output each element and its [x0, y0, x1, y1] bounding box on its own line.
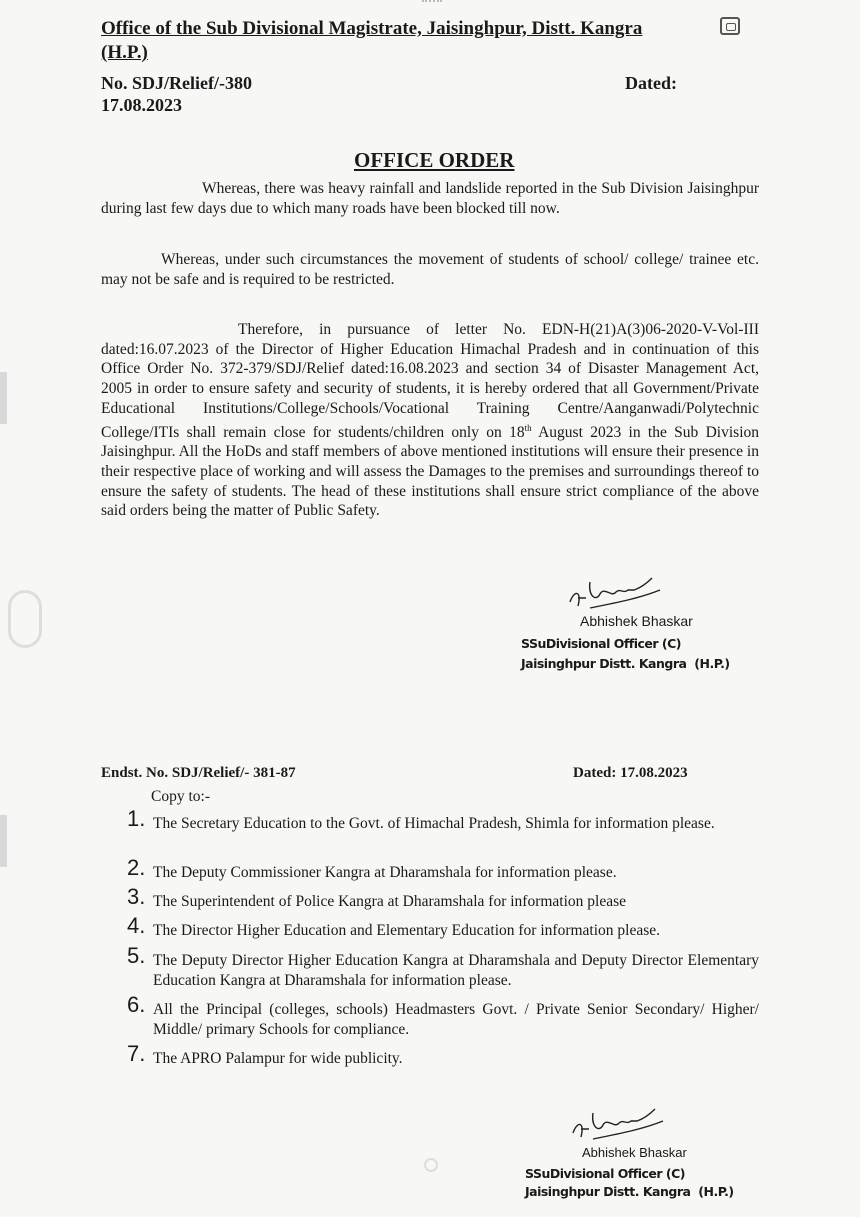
- signature-2-stamp-line1: SSuDivisional Officer (C): [525, 1166, 686, 1181]
- list-item-text: The Director Higher Education and Elementary Education for information please.: [153, 922, 661, 939]
- list-item-number: 7.: [127, 1041, 146, 1066]
- signature-1-stamp-place: Jaisinghpur Distt. Kangra: [521, 656, 687, 671]
- list-item-number: 1.: [127, 806, 146, 831]
- signature-1-stamp-line1: SSuDivisional Officer (C): [521, 636, 682, 651]
- list-item: [127, 884, 759, 912]
- dated-label: Dated:: [625, 73, 677, 93]
- list-item: [127, 992, 759, 1039]
- image-icon: [720, 17, 740, 35]
- list-item: [127, 913, 759, 941]
- list-item-text: The Deputy Commissioner Kangra at Dharamshala for information please.: [153, 864, 617, 881]
- list-item-text: The Secretary Education to the Govt. of Himachal Pradesh, Shimla for information please.: [153, 815, 715, 832]
- paragraph-3-superscript: th: [524, 422, 532, 433]
- paragraph-3: [101, 320, 759, 521]
- scan-ring-mark: [8, 590, 42, 648]
- paragraph-1-text: Whereas, there was heavy rainfall and landslide reported in the Sub Division Jaisinghpur during last few days due to which many roads have been blocked till now.: [101, 180, 759, 217]
- signature-1-stamp-suffix: (H.P.): [694, 656, 730, 671]
- endorsement-date: Dated: 17.08.2023: [573, 765, 688, 781]
- signature-2-name: Abhishek Bhaskar: [582, 1145, 687, 1160]
- office-title-line1: Office of the Sub Divisional Magistrate, Jaisinghpur, Distt. Kangra: [101, 18, 643, 39]
- list-item-number: 5.: [127, 943, 146, 968]
- list-item: [127, 806, 759, 834]
- list-item: [127, 943, 759, 990]
- top-dots: [422, 0, 442, 5]
- list-item-number: 2.: [127, 855, 146, 880]
- list-item-text: The Superintendent of Police Kangra at Dharamshala for information please: [153, 893, 627, 910]
- order-number: No. SDJ/Relief/-380: [101, 73, 252, 93]
- office-title: [101, 17, 721, 40]
- signature-1-stamp-line2: [521, 656, 730, 671]
- list-item: [127, 855, 759, 883]
- list-item: [127, 1041, 759, 1069]
- copy-to-label: Copy to:-: [151, 788, 210, 805]
- order-date: 17.08.2023: [101, 95, 182, 115]
- paragraph-2-text: Whereas, under such circumstances the movement of students of school/ college/ trainee etc. may not be safe and is required to be restricted.: [101, 251, 759, 288]
- scan-edge-mark-bottom: [0, 815, 7, 867]
- signature-2-stamp-line2: [525, 1184, 734, 1199]
- list-item-text: All the Principal (colleges, schools) Headmasters Govt. / Private Senior Secondary/ Higher/ Middle/ primary Schools for compliance.: [153, 1001, 759, 1038]
- list-item-number: 3.: [127, 884, 146, 909]
- scan-small-ring: [424, 1158, 438, 1172]
- paragraph-3-text-b: August 2023 in the Sub Division Jaisinghpur. All the HoDs and staff members of above mentioned institutions will ensure their presence in their respective place of working and will assess the Damages to the premises and surroundings thereof to ensure the safety of students. The head of these institutions shall ensure strict compliance of the above said orders being the matter of Public Safety.: [101, 423, 759, 520]
- scan-edge-mark-top: [0, 372, 7, 424]
- endorsement-number: Endst. No. SDJ/Relief/- 381-87: [101, 765, 296, 781]
- list-item-text: The APRO Palampur for wide publicity.: [153, 1050, 403, 1067]
- list-item-number: 4.: [127, 913, 146, 938]
- list-item-text: The Deputy Director Higher Education Kangra at Dharamshala and Deputy Director Elementary Education Kangra at Dharamshala for information please.: [153, 952, 759, 989]
- signature-2-stamp-suffix: (H.P.): [698, 1184, 734, 1199]
- office-order-title: OFFICE ORDER: [354, 148, 515, 172]
- office-title-line2: (H.P.): [101, 42, 148, 63]
- signature-2-stamp-place: Jaisinghpur Distt. Kangra: [525, 1184, 691, 1199]
- paragraph-1: [101, 179, 759, 218]
- signature-1-name: Abhishek Bhaskar: [580, 613, 693, 629]
- paragraph-2: [101, 250, 759, 289]
- paragraph-3-text-a: Therefore, in pursuance of letter No. EDN-H(21)A(3)06-2020-V-Vol-III dated:16.07.2023 of the Director of Higher Education Himachal Pradesh and in continuation of this Office Order No. 372-379/SDJ/Relief dated:16.08.2023 and section 34 of Disaster Management Act, 2005 in order to ensure safety and security of students, it is hereby ordered that all Government/Private Educational Institutions/College/Schools/Vocational Training Centre/Aanganwadi/Polytechnic College/ITIs shall remain close for students/children only on 18: [101, 321, 759, 441]
- list-item-number: 6.: [127, 992, 146, 1017]
